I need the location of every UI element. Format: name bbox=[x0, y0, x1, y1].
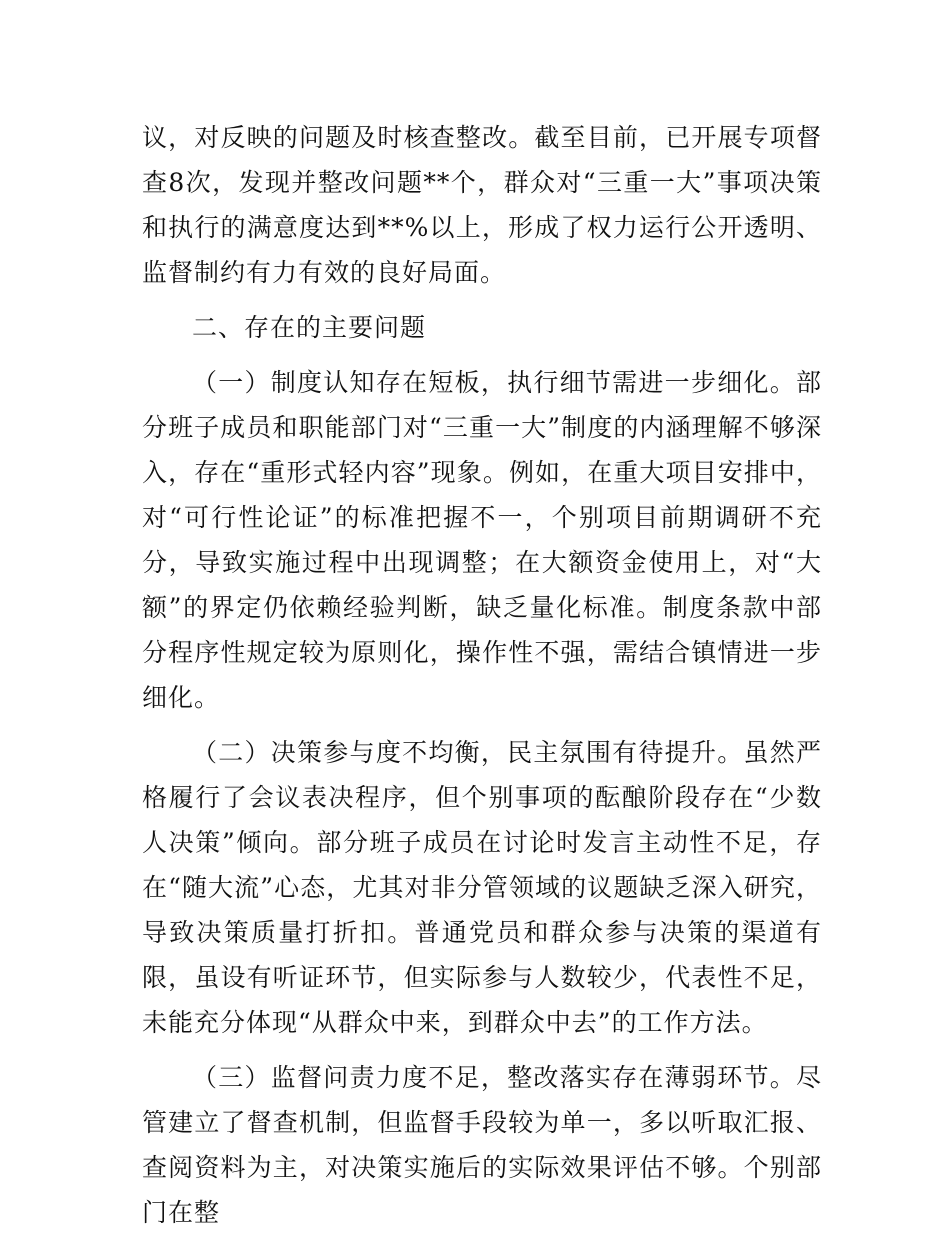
paragraph-issue-3: （三）监督问责力度不足，整改落实存在薄弱环节。尽管建立了督查机制，但监督手段较为单一，多以听取汇报、查阅资料为主，对决策实施后的实际效果评估不够。个别部门在整 bbox=[142, 1063, 822, 1227]
paragraph-issue-1: （一）制度认知存在短板，执行细节需进一步细化。部分班子成员和职能部门对“三重一大”制度的内涵理解不够深入，存在“重形式轻内容”现象。例如，在重大项目安排中，对“可行性论证”的标准把握不一，个别项目前期调研不充分，导致实施过程中出现调整；在大额资金使用上，对“大额”的界定仍依赖经验判断，缺乏量化标准。制度条款中部分程序性规定较为原则化，操作性不强，需结合镇情进一步细化。 bbox=[142, 368, 822, 712]
paragraph-issue-2: （二）决策参与度不均衡，民主氛围有待提升。虽然严格履行了会议表决程序，但个别事项的酝酿阶段存在“少数人决策”倾向。部分班子成员在讨论时发言主动性不足，存在“随大流”心态，尤其对非分管领域的议题缺乏深入研究，导致决策质量打折扣。普通党员和群众参与决策的渠道有限，虽设有听证环节，但实际参与人数较少，代表性不足，未能充分体现“从群众中来，到群众中去”的工作方法。 bbox=[142, 738, 822, 1037]
document-body bbox=[142, 115, 822, 1245]
paragraph-continuation: 议，对反映的问题及时核查整改。截至目前，已开展专项督查8次，发现并整改问题**个，群众对“三重一大”事项决策和执行的满意度达到**%以上，形成了权力运行公开透明、监督制约有力有效的良好局面。 bbox=[142, 123, 822, 287]
section-heading: 二、存在的主要问题 bbox=[192, 313, 427, 342]
